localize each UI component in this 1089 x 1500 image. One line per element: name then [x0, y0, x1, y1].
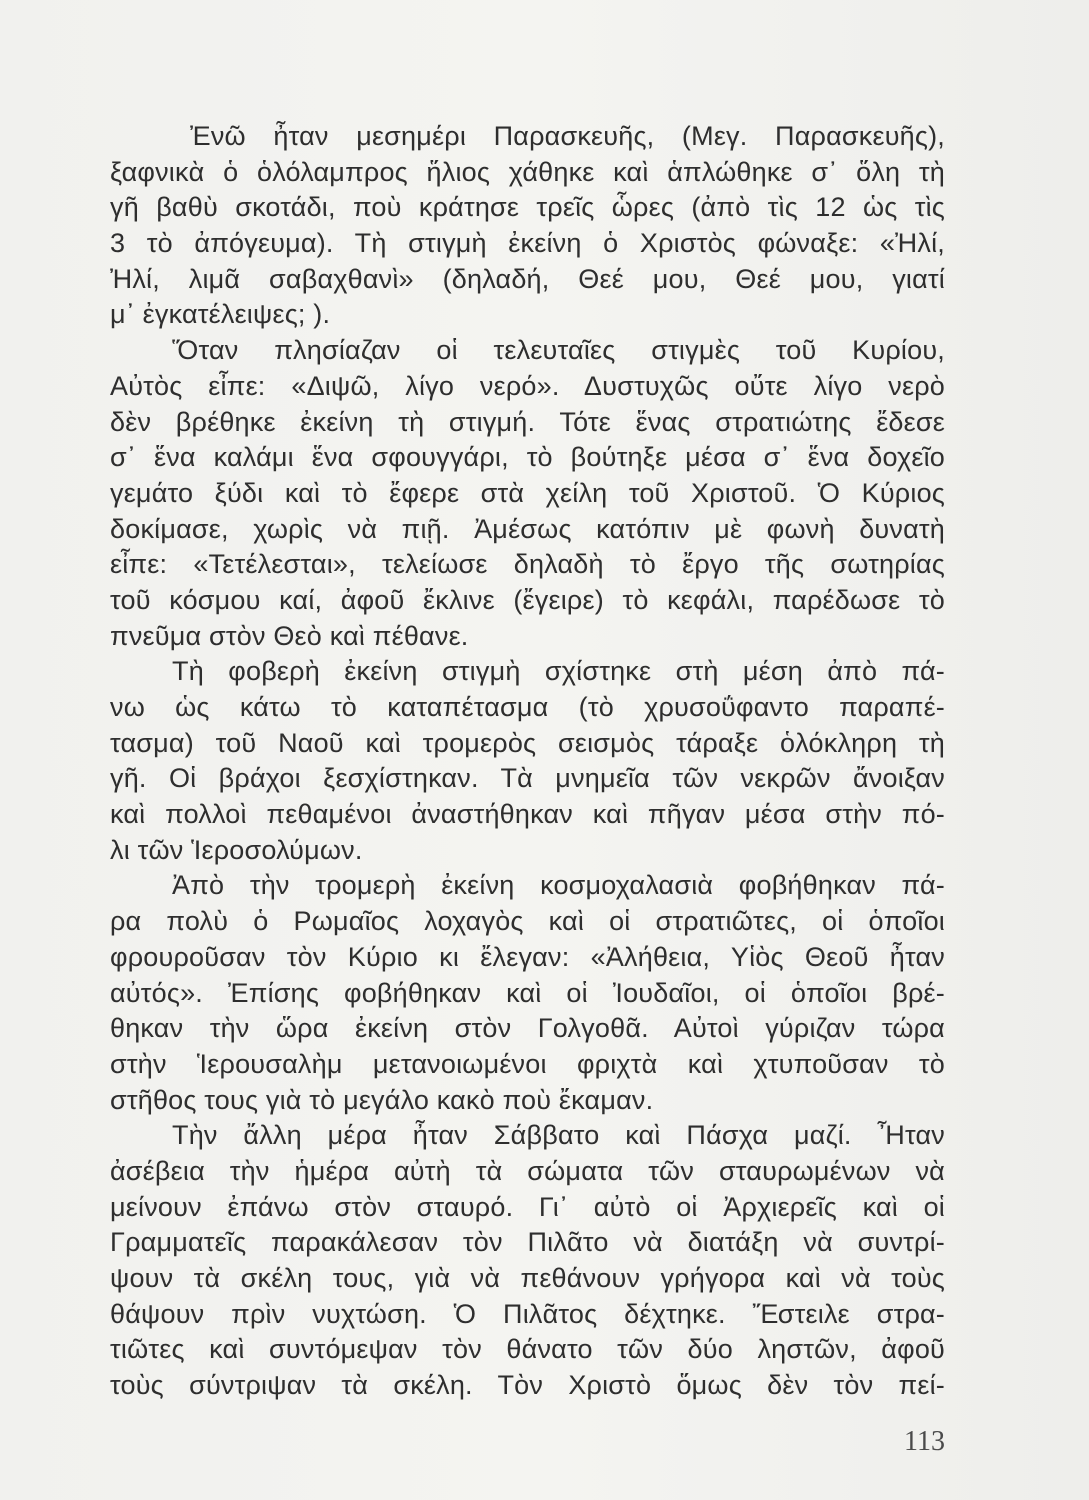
- text-line: Ἀπὸ τὴν τρομερὴ ἐκείνη κοσμοχαλασιὰ φοβήθηκαν πά-: [172, 870, 945, 901]
- text-line: φρουροῦσαν τὸν Κύριο κι ἔλεγαν: «Ἀλήθεια, Υἱὸς Θεοῦ ἦταν: [110, 941, 945, 972]
- text-line: σ᾿ ἕνα καλάμι ἕνα σφουγγάρι, τὸ βούτηξε μέσα σ᾿ ἕνα δοχεῖο: [110, 442, 945, 473]
- text-line: Τὴν ἄλλη μέρα ἦταν Σάββατο καὶ Πάσχα μαζί. Ἦταν: [172, 1120, 945, 1151]
- text-line: Ἠλί, λιμᾶ σαβαχθανὶ» (δηλαδή, Θεέ μου, Θεέ μου, γιατί: [110, 263, 945, 294]
- text-line: ἀσέβεια τὴν ἡμέρα αὐτὴ τὰ σώματα τῶν σταυρωμένων νὰ: [110, 1155, 945, 1186]
- text-line: Ὅταν πλησίαζαν οἱ τελευταῖες στιγμὲς τοῦ Κυρίου,: [172, 335, 945, 366]
- text-line: αὐτός». Ἐπίσης φοβήθηκαν καὶ οἱ Ἰουδαῖοι, οἱ ὁποῖοι βρέ-: [110, 977, 945, 1008]
- text-line: 3 τὸ ἀπόγευμα). Τὴ στιγμὴ ἐκείνη ὁ Χριστὸς φώναξε: «Ἠλί,: [110, 228, 945, 259]
- text-line: τιῶτες καὶ συντόμεψαν τὸν θάνατο τῶν δύο ληστῶν, ἀφοῦ: [110, 1334, 945, 1365]
- text-line: ψουν τὰ σκέλη τους, γιὰ νὰ πεθάνουν γρήγορα καὶ νὰ τοὺς: [110, 1263, 945, 1293]
- text-line: ρα πολὺ ὁ Ρωμαῖος λοχαγὸς καὶ οἱ στρατιῶτες, οἱ ὁποῖοι: [110, 906, 945, 937]
- text-line: Αὐτὸς εἶπε: «Διψῶ, λίγο νερό». Δυστυχῶς οὔτε λίγο νερὸ: [110, 370, 945, 401]
- text-line: θηκαν τὴν ὥρα ἐκείνη στὸν Γολγοθᾶ. Αὐτοὶ γύριζαν τώρα: [110, 1013, 945, 1044]
- text-line: τοὺς σύντριψαν τὰ σκέλη. Τὸν Χριστὸ ὅμως δὲν τὸν πεί-: [110, 1370, 945, 1401]
- body-text: [110, 119, 945, 1404]
- text-line: στῆθος τους γιὰ τὸ μεγάλο κακὸ ποὺ ἔκαμαν.: [110, 1084, 654, 1115]
- text-line: θάψουν πρὶν νυχτώση. Ὁ Πιλᾶτος δέχτηκε. Ἔστειλε στρα-: [110, 1298, 945, 1329]
- text-line: ξαφνικὰ ὁ ὁλόλαμπρος ἥλιος χάθηκε καὶ ἁπλώθηκε σ᾿ ὅλη τὴ: [110, 156, 945, 187]
- page-number: 113: [904, 1426, 945, 1457]
- text-line: νω ὡς κάτω τὸ καταπέτασμα (τὸ χρυσοΰφαντο παραπέ-: [110, 692, 945, 722]
- text-line: γεμάτο ξύδι καὶ τὸ ἔφερε στὰ χείλη τοῦ Χριστοῦ. Ὁ Κύριος: [110, 477, 945, 508]
- text-line: μ᾿ ἐγκατέλειψες; ).: [110, 299, 331, 330]
- text-line: Τὴ φοβερὴ ἐκείνη στιγμὴ σχίστηκε στὴ μέση ἀπὸ πά-: [172, 656, 945, 687]
- text-line: στὴν Ἱερουσαλὴμ μετανοιωμένοι φριχτὰ καὶ χτυποῦσαν τὸ: [110, 1048, 945, 1079]
- text-line: γῆ. Οἱ βράχοι ξεσχίστηκαν. Τὰ μνημεῖα τῶν νεκρῶν ἄνοιξαν: [110, 763, 945, 794]
- text-line: τοῦ κόσμου καί, ἀφοῦ ἔκλινε (ἔγειρε) τὸ κεφάλι, παρέδωσε τὸ: [110, 584, 945, 615]
- text-line: γῆ βαθὺ σκοτάδι, ποὺ κράτησε τρεῖς ὧρες (ἀπὸ τὶς 12 ὡς τὶς: [110, 192, 945, 223]
- text-line: μείνουν ἐπάνω στὸν σταυρό. Γι᾿ αὐτὸ οἱ Ἀρχιερεῖς καὶ οἱ: [110, 1191, 945, 1222]
- text-line: πνεῦμα στὸν Θεὸ καὶ πέθανε.: [110, 620, 469, 651]
- text-line: τασμα) τοῦ Ναοῦ καὶ τρομερὸς σεισμὸς τάραξε ὁλόκληρη τὴ: [110, 727, 945, 758]
- text-line: Γραμματεῖς παρακάλεσαν τὸν Πιλᾶτο νὰ διατάξη νὰ συντρί-: [110, 1227, 945, 1258]
- text-line: Ἐνῶ ἦταν μεσημέρι Παρασκευῆς, (Μεγ. Παρασκευῆς),: [190, 121, 945, 151]
- text-line: λι τῶν Ἱεροσολύμων.: [110, 834, 363, 865]
- text-line: καὶ πολλοὶ πεθαμένοι ἀναστήθηκαν καὶ πῆγαν μέσα στὴν πό-: [110, 799, 945, 830]
- text-line: εἶπε: «Τετέλεσται», τελείωσε δηλαδὴ τὸ ἔργο τῆς σωτηρίας: [110, 549, 945, 580]
- text-line: δοκίμασε, χωρὶς νὰ πιῇ. Ἀμέσως κατόπιν μὲ φωνὴ δυνατὴ: [110, 513, 945, 544]
- text-line: δὲν βρέθηκε ἐκείνη τὴ στιγμή. Τότε ἕνας στρατιώτης ἔδεσε: [110, 406, 945, 437]
